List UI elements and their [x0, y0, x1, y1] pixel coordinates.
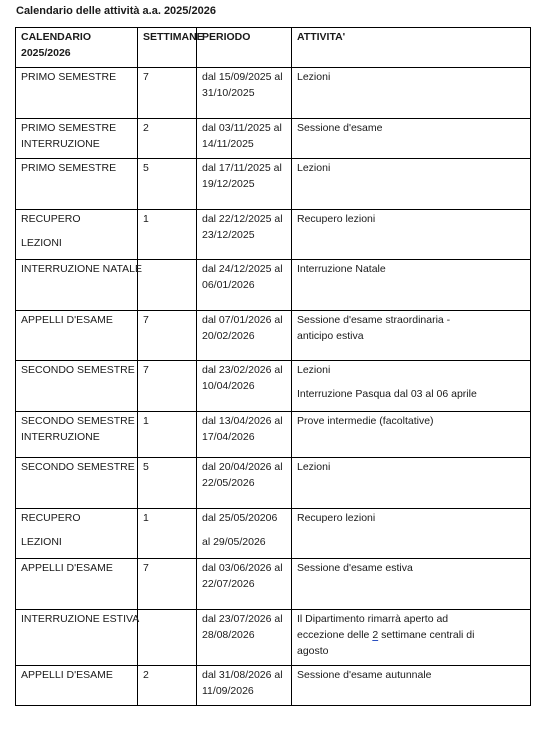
cell-attivita [292, 559, 531, 610]
cell-settimane-text: 7 [143, 562, 149, 574]
cell-calendario [16, 559, 138, 610]
cell-attivita-text-2b: settimane centrali di [378, 629, 475, 641]
cell-calendario [16, 412, 138, 458]
cell-attivita-text: Recupero lezioni [297, 213, 376, 225]
cell-settimane [138, 311, 197, 361]
cell-settimane [138, 666, 197, 706]
cell-periodo [197, 610, 292, 666]
cell-calendario-text-2: INTERRUZIONE [21, 138, 100, 150]
cell-periodo [197, 666, 292, 706]
cell-calendario-text: INTERRUZIONE ESTIVA [21, 613, 140, 625]
cell-attivita-text-2 [297, 627, 525, 643]
cell-calendario [16, 119, 138, 159]
cell-settimane [138, 159, 197, 210]
cell-settimane [138, 559, 197, 610]
cell-periodo-start: dal 24/12/2025 al [202, 263, 283, 275]
cell-settimane [138, 509, 197, 559]
cell-attivita-text: Sessione d'esame [297, 122, 383, 134]
cell-calendario [16, 210, 138, 260]
cell-calendario-text-2: LEZIONI [21, 237, 62, 249]
cell-periodo-end: 06/01/2026 [202, 279, 255, 291]
cell-periodo-end: 28/08/2026 [202, 629, 255, 641]
cell-attivita-text: Lezioni [297, 461, 331, 473]
table-row [16, 260, 531, 311]
cell-periodo-start: dal 07/01/2026 al [202, 314, 283, 326]
cell-periodo [197, 68, 292, 119]
cell-periodo-end: 10/04/2026 [202, 380, 255, 392]
table-header-row [16, 28, 531, 68]
cell-calendario [16, 361, 138, 412]
header-calendario-line2: 2025/2026 [21, 47, 71, 59]
cell-periodo [197, 458, 292, 509]
cell-attivita-text-2: anticipo estiva [297, 330, 364, 342]
table-row [16, 159, 531, 210]
cell-periodo-end: 22/05/2026 [202, 477, 255, 489]
cell-calendario-text: RECUPERO [21, 512, 81, 524]
cell-periodo-start: dal 15/09/2025 al [202, 71, 283, 83]
cell-attivita-text-2: Interruzione Pasqua dal 03 al 06 aprile [297, 388, 477, 400]
cell-calendario-text: SECONDO SEMESTRE [21, 415, 135, 427]
cell-periodo-start: dal 23/02/2026 al [202, 364, 283, 376]
table-row [16, 412, 531, 458]
cell-attivita [292, 509, 531, 559]
cell-periodo-end: al 29/05/2026 [202, 536, 266, 548]
cell-settimane-text: 7 [143, 314, 149, 326]
cell-calendario [16, 68, 138, 119]
cell-settimane [138, 68, 197, 119]
cell-attivita [292, 458, 531, 509]
cell-calendario [16, 666, 138, 706]
cell-periodo-end: 31/10/2025 [202, 87, 255, 99]
cell-settimane-text: 1 [143, 213, 149, 225]
table-row [16, 559, 531, 610]
cell-periodo-end: 20/02/2026 [202, 330, 255, 342]
header-periodo [197, 28, 292, 68]
cell-settimane [138, 210, 197, 260]
cell-calendario-text: INTERRUZIONE NATALE [21, 263, 142, 275]
cell-attivita-text: Sessione d'esame estiva [297, 562, 413, 574]
table-row [16, 509, 531, 559]
table-row [16, 119, 531, 159]
cell-settimane [138, 610, 197, 666]
cell-periodo-end: 11/09/2026 [202, 685, 254, 697]
cell-periodo-start: dal 13/04/2026 al [202, 415, 283, 427]
cell-calendario [16, 159, 138, 210]
table-row [16, 458, 531, 509]
cell-periodo-end: 17/04/2026 [202, 431, 255, 443]
cell-attivita [292, 610, 531, 666]
cell-calendario [16, 311, 138, 361]
cell-periodo-start: dal 22/12/2025 al [202, 213, 283, 225]
header-periodo-label: PERIODO [202, 31, 251, 43]
cell-attivita [292, 311, 531, 361]
cell-calendario-text: APPELLI D'ESAME [21, 669, 113, 681]
table-row [16, 210, 531, 260]
table-row [16, 361, 531, 412]
cell-periodo [197, 412, 292, 458]
cell-attivita-text: Lezioni [297, 364, 331, 376]
cell-calendario-text: SECONDO SEMESTRE [21, 461, 135, 473]
cell-periodo-start: dal 31/08/2026 al [202, 669, 283, 681]
cell-calendario-text: PRIMO SEMESTRE [21, 71, 117, 83]
header-attivita-label: ATTIVITA' [297, 31, 346, 43]
table-row [16, 311, 531, 361]
cell-settimane-text: 7 [143, 364, 149, 376]
cell-settimane-text: 5 [143, 162, 149, 174]
cell-periodo [197, 210, 292, 260]
cell-periodo-start: dal 23/07/2026 al [202, 613, 283, 625]
cell-calendario-text: PRIMO SEMESTRE [21, 162, 117, 174]
cell-periodo-start: dal 20/04/2026 al [202, 461, 283, 473]
cell-calendario-text-2: INTERRUZIONE [21, 431, 100, 443]
cell-attivita [292, 119, 531, 159]
cell-attivita-text: Interruzione Natale [297, 263, 386, 275]
cell-periodo [197, 361, 292, 412]
cell-settimane [138, 412, 197, 458]
header-calendario [16, 28, 138, 68]
cell-settimane-text: 7 [143, 71, 149, 83]
cell-periodo-end: 14/11/2025 [202, 138, 254, 150]
table-row [16, 610, 531, 666]
cell-settimane [138, 260, 197, 311]
cell-periodo-start: dal 25/05/20206 [202, 512, 278, 524]
cell-settimane-text: 2 [143, 669, 149, 681]
cell-settimane-text: 2 [143, 122, 149, 134]
cell-periodo [197, 559, 292, 610]
cell-attivita-text: Il Dipartimento rimarrà aperto ad [297, 613, 449, 625]
cell-calendario-text: APPELLI D'ESAME [21, 562, 113, 574]
cell-periodo-start: dal 03/06/2026 al [202, 562, 283, 574]
document-title: Calendario delle attività a.a. 2025/2026 [16, 5, 216, 17]
cell-settimane-text: 1 [143, 415, 149, 427]
header-settimane [138, 28, 204, 68]
cell-periodo [197, 509, 292, 559]
cell-settimane [138, 119, 197, 159]
cell-calendario-text: APPELLI D'ESAME [21, 314, 113, 326]
cell-calendario [16, 509, 138, 559]
header-attivita [292, 28, 531, 68]
cell-periodo [197, 119, 292, 159]
cell-periodo [197, 260, 292, 311]
cell-attivita [292, 210, 531, 260]
cell-attivita-number: 2 [372, 629, 379, 641]
cell-attivita [292, 361, 531, 412]
cell-periodo-end: 23/12/2025 [202, 229, 255, 241]
cell-calendario-text-2: LEZIONI [21, 536, 62, 548]
cell-calendario [16, 458, 138, 509]
cell-settimane-text: 1 [143, 512, 149, 524]
cell-calendario-text: SECONDO SEMESTRE [21, 364, 135, 376]
cell-periodo-end: 19/12/2025 [202, 178, 255, 190]
cell-attivita [292, 666, 531, 706]
header-calendario-line1: CALENDARIO [21, 31, 91, 43]
header-settimane-label: SETTIMANE [143, 31, 204, 43]
cell-settimane [138, 458, 197, 509]
calendar-table [15, 27, 531, 706]
cell-attivita-text: Lezioni [297, 162, 331, 174]
cell-attivita [292, 260, 531, 311]
cell-attivita-text: Recupero lezioni [297, 512, 376, 524]
cell-calendario-text: RECUPERO [21, 213, 81, 225]
cell-calendario [16, 260, 142, 311]
cell-attivita [292, 412, 531, 458]
table-row [16, 68, 531, 119]
cell-attivita-text-2a: eccezione delle [297, 629, 373, 641]
cell-attivita-text: Sessione d'esame straordinaria - [297, 314, 451, 326]
table-row [16, 666, 531, 706]
cell-attivita-text: Sessione d'esame autunnale [297, 669, 432, 681]
cell-attivita-text-3: agosto [297, 645, 329, 657]
cell-attivita-text: Prove intermedie (facoltative) [297, 415, 434, 427]
cell-periodo-start: dal 03/11/2025 al [202, 122, 282, 134]
cell-periodo [197, 159, 292, 210]
cell-periodo [197, 311, 292, 361]
cell-attivita [292, 159, 531, 210]
cell-settimane-text: 5 [143, 461, 149, 473]
cell-periodo-end: 22/07/2026 [202, 578, 255, 590]
cell-settimane [138, 361, 197, 412]
cell-calendario-text: PRIMO SEMESTRE [21, 122, 117, 134]
cell-periodo-start: dal 17/11/2025 al [202, 162, 282, 174]
cell-calendario [16, 610, 138, 666]
cell-attivita-text: Lezioni [297, 71, 331, 83]
cell-attivita [292, 68, 531, 119]
